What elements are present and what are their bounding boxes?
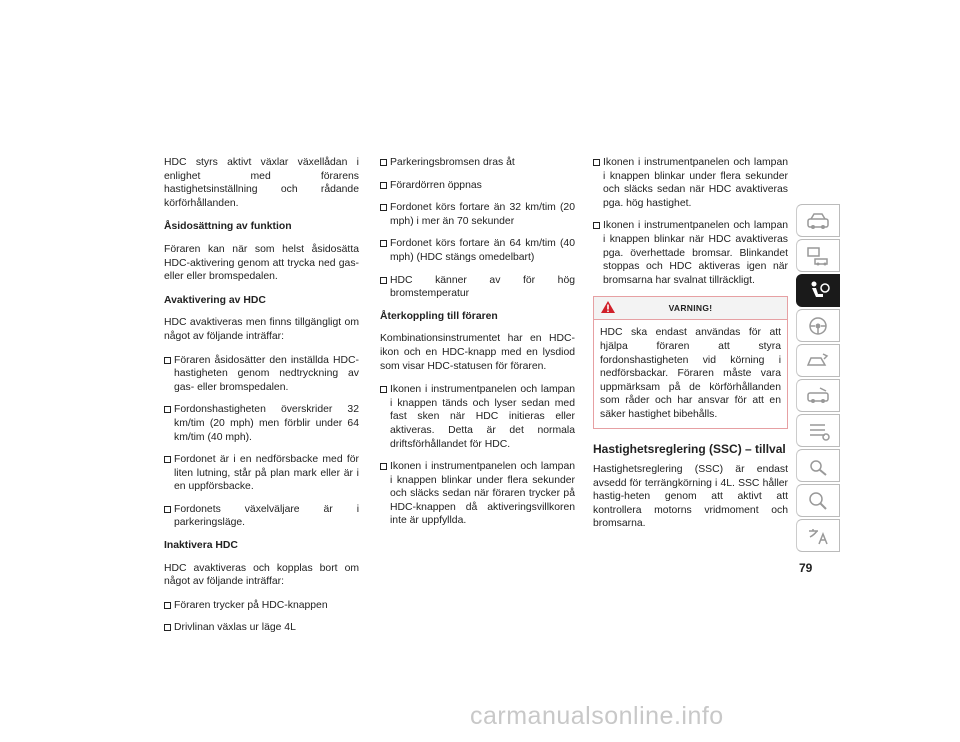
checkbox-bullet-icon bbox=[593, 222, 600, 229]
list-item: Ikonen i instrumentpanelen och lampan i knappen blinkar under flera sekunder och släcks sedan när föraren trycker på HDC-knappen då aktiveringsvillkoren inte är uppfyllda. bbox=[380, 460, 575, 528]
list-item: Ikonen i instrumentpanelen och lampan i knappen blinkar när HDC avaktiveras pga. överhettade bromsar. Blinkandet stoppas och HDC aktiveras igen när bromsarna har svalnat tillräckligt. bbox=[593, 219, 788, 287]
warning-label: VARNING! bbox=[668, 303, 713, 314]
inactive-heading: Inaktivera HDC bbox=[164, 540, 238, 552]
chapter-tab-index[interactable] bbox=[796, 484, 840, 517]
chapter-tab-specs[interactable] bbox=[796, 414, 840, 447]
list-item: HDC känner av för hög bromstemperatur bbox=[380, 274, 575, 301]
car-crash-icon bbox=[805, 350, 831, 372]
list-item: Ikonen i instrumentpanelen och lampan i knappen tänds och lyser sedan med fast sken när HDC initieras eller aktiveras. Detta är det normala driftsförhållandet för HDC. bbox=[380, 383, 575, 451]
checkbox-bullet-icon bbox=[380, 159, 387, 166]
list-item: Fordonet körs fortare än 64 km/tim (40 mph) (HDC stängs omedelbart) bbox=[380, 237, 575, 264]
checkbox-bullet-icon bbox=[164, 602, 171, 609]
checkbox-bullet-icon bbox=[380, 240, 387, 247]
list-item: Fordonet körs fortare än 32 km/tim (20 mph) i mer än 70 sekunder bbox=[380, 201, 575, 228]
chapter-tab-dashboard[interactable] bbox=[796, 204, 840, 237]
page-number: 79 bbox=[799, 561, 813, 575]
list-item: Föraren trycker på HDC-knappen bbox=[164, 599, 359, 613]
chapter-tab-emergency[interactable] bbox=[796, 344, 840, 377]
list-item: Fordonshastigheten överskrider 32 km/tim (20 mph) men förblir under 64 km/tim (40 mph). bbox=[164, 403, 359, 444]
checkbox-bullet-icon bbox=[380, 204, 387, 211]
intro-paragraph: HDC styrs aktivt växlar växellådan i enlighet med förarens hastighetsinställning och rådande körförhållanden. bbox=[164, 157, 359, 209]
ssc-paragraph: Hastighetsreglering (SSC) är endast avsedd för terrängkörning i 4L. SSC håller hastig-heten genom att aktivt att kontrollera motorns vridmoment och bromsarna. bbox=[593, 464, 788, 530]
list-item: Parkeringsbromsen dras åt bbox=[380, 156, 575, 170]
checkbox-bullet-icon bbox=[164, 406, 171, 413]
checkbox-bullet-icon bbox=[593, 159, 600, 166]
inactive-paragraph: HDC avaktiveras och kopplas bort om något av följande inträffar: bbox=[164, 562, 359, 588]
checkbox-bullet-icon bbox=[380, 277, 387, 284]
feedback-heading: Återkoppling till föraren bbox=[380, 310, 498, 322]
checkbox-bullet-icon bbox=[164, 357, 171, 364]
checkbox-bullet-icon bbox=[164, 456, 171, 463]
magnifier-icon bbox=[805, 490, 831, 512]
chapter-tab-safety[interactable] bbox=[796, 274, 840, 307]
list-item: Fordonets växelväljare är i parkeringsläge. bbox=[164, 503, 359, 530]
list-item: Drivlinan växlas ur läge 4L bbox=[164, 621, 359, 635]
airbag-seat-icon bbox=[805, 280, 831, 302]
chapter-tab-multimedia[interactable] bbox=[796, 449, 840, 482]
chapter-tabs bbox=[796, 204, 844, 554]
checklist-icon bbox=[805, 420, 831, 442]
chapter-tab-driving[interactable] bbox=[796, 309, 840, 342]
watermark: carmanualsonline.info bbox=[470, 702, 724, 730]
list-item: Ikonen i instrumentpanelen och lampan i knappen blinkar under flera sekunder och släcks sedan när HDC avaktiveras pga. hög hastighet. bbox=[593, 156, 788, 210]
feedback-paragraph: Kombinationsinstrumentet har en HDC-ikon och en HDC-knapp med en lysdiod som visar HDC-statusen för föraren. bbox=[380, 333, 575, 372]
list-item: Fordonet är i en nedförsbacke med för liten lutning, står på plan mark eller är i en uppförsbacke. bbox=[164, 453, 359, 494]
ssc-heading: Hastighetsreglering (SSC) – tillval bbox=[593, 441, 786, 456]
override-paragraph: Föraren kan när som helst åsidosätta HDC-aktivering genom att trycka ned gas- eller eller bromspedalen. bbox=[164, 243, 359, 283]
list-item: Föraren åsidosätter den inställda HDC-hastigheten genom nedtryckning av gas- eller bromspedalen. bbox=[164, 354, 359, 395]
deactivation-heading: Avaktivering av HDC bbox=[164, 294, 266, 306]
checkbox-bullet-icon bbox=[164, 624, 171, 631]
car-service-icon bbox=[805, 385, 831, 407]
warning-header bbox=[594, 297, 787, 320]
override-heading: Åsidosättning av funktion bbox=[164, 221, 292, 233]
checkbox-bullet-icon bbox=[380, 386, 387, 393]
steering-wheel-icon bbox=[805, 315, 831, 337]
column-2 bbox=[380, 156, 575, 537]
car-message-icon bbox=[805, 245, 831, 267]
column-3 bbox=[593, 156, 788, 541]
chapter-tab-language[interactable] bbox=[796, 519, 840, 552]
deactivation-paragraph: HDC avaktiveras men finns tillgängligt om något av följande inträffar: bbox=[164, 317, 359, 342]
language-icon bbox=[805, 525, 831, 547]
chapter-tab-messages[interactable] bbox=[796, 239, 840, 272]
column-1 bbox=[164, 156, 359, 644]
list-item: Förardörren öppnas bbox=[380, 179, 575, 193]
warning-box bbox=[593, 296, 788, 428]
checkbox-bullet-icon bbox=[380, 182, 387, 189]
warning-text: HDC ska endast användas för att hjälpa föraren att styra fordonshastigheten vid körning i nedförsbackar. Föraren måste vara uppmärksam på de körförhållanden som råder och har ansvar för att en säker hastighet bibehålls. bbox=[600, 327, 781, 420]
checkbox-bullet-icon bbox=[164, 506, 171, 513]
checkbox-bullet-icon bbox=[380, 463, 387, 470]
chapter-tab-service[interactable] bbox=[796, 379, 840, 412]
car-dashboard-icon bbox=[805, 210, 831, 232]
gear-wrench-icon bbox=[805, 455, 831, 477]
